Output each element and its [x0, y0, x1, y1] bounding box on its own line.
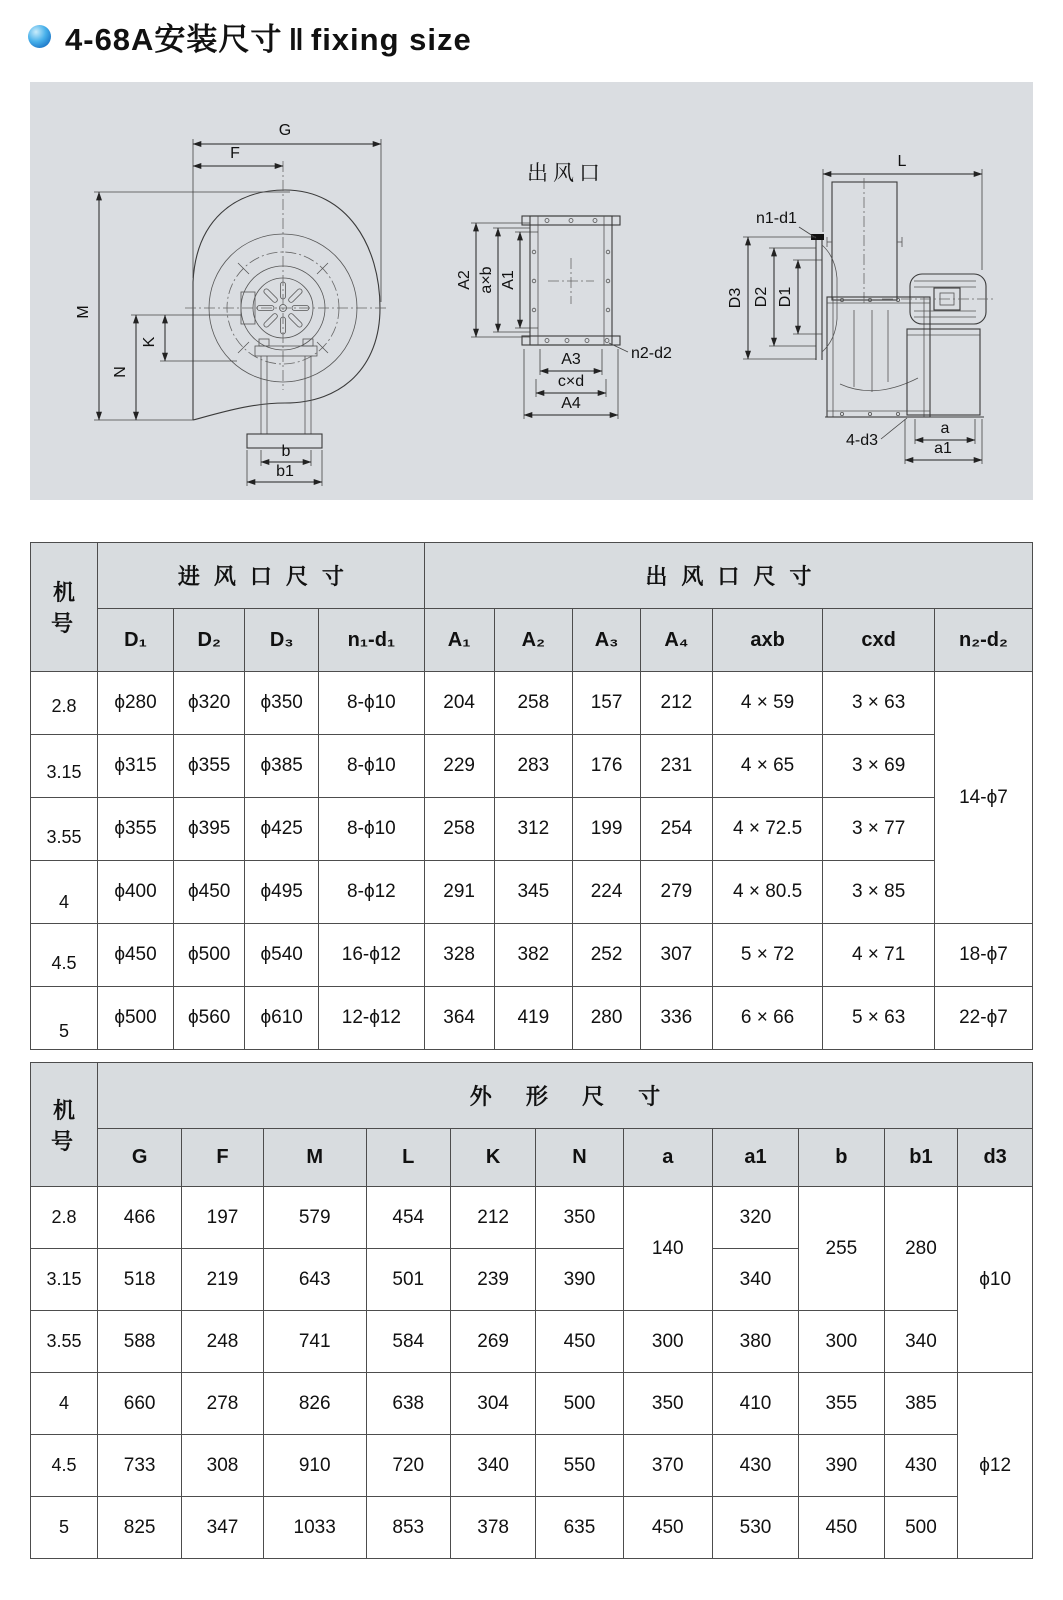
cell-f: 248 — [182, 1311, 263, 1373]
cell-a4: 279 — [641, 861, 713, 924]
inlet-outlet-size-table — [30, 542, 1033, 1050]
cell-a1: 380 — [712, 1311, 798, 1373]
model-number-header: 机 号 — [31, 543, 98, 672]
dim-label-axb: a×b — [478, 266, 495, 294]
dim-label-D3: D3 — [727, 287, 744, 309]
col-header-f: F — [182, 1129, 263, 1187]
dim-label-K: K — [141, 336, 158, 348]
cell-l: 454 — [366, 1187, 450, 1249]
cell-k: 378 — [450, 1497, 535, 1559]
cell-l: 720 — [366, 1435, 450, 1497]
cell-b1: 280 — [884, 1187, 958, 1311]
inlet-size-group-header: 进风口尺寸 — [97, 543, 424, 609]
cell-a: 370 — [623, 1435, 712, 1497]
table-row — [31, 861, 1033, 924]
cell-d2: ϕ320 — [174, 672, 245, 735]
dim-label-A4: A4 — [561, 395, 581, 412]
cell-d1: ϕ400 — [97, 861, 173, 924]
cell-a4: 336 — [641, 987, 713, 1050]
table-row — [31, 735, 1033, 798]
cell-axb: 6 × 66 — [712, 987, 823, 1050]
dim-label-F: F — [230, 145, 240, 162]
dim-label-G: G — [278, 122, 292, 139]
cell-cxd: 4 × 71 — [823, 924, 935, 987]
cell-axb: 4 × 65 — [712, 735, 823, 798]
dim-label-cxd: c×d — [557, 373, 585, 390]
side-view-drawing — [727, 153, 996, 464]
cell-g: 466 — [97, 1187, 181, 1249]
dim-label-D1: D1 — [777, 286, 794, 308]
dim-label-n1-d1: n1-d1 — [756, 210, 797, 227]
cell-model: 4.5 — [31, 924, 98, 987]
cell-g: 660 — [97, 1373, 181, 1435]
overall-size-table — [30, 1062, 1033, 1559]
cell-model: 3.55 — [31, 1311, 98, 1373]
dim-label-D2: D2 — [753, 286, 770, 308]
cell-a3: 280 — [573, 987, 641, 1050]
cell-d1: ϕ280 — [97, 672, 173, 735]
cell-a2: 382 — [494, 924, 573, 987]
col-header-n1d1: n₁-d₁ — [319, 609, 425, 672]
dim-label-A2: A2 — [456, 270, 473, 290]
cell-a1: 530 — [712, 1497, 798, 1559]
title-separator: ‖ — [288, 22, 305, 57]
col-header-n2d2: n₂-d₂ — [934, 609, 1032, 672]
cell-a2: 419 — [494, 987, 573, 1050]
cell-d3: ϕ385 — [245, 735, 319, 798]
cell-n2d2: 14-ϕ7 — [934, 672, 1032, 924]
dim-label-b1: b1 — [276, 463, 294, 480]
cell-cxd: 3 × 85 — [823, 861, 935, 924]
cell-n: 550 — [536, 1435, 623, 1497]
cell-model: 3.15 — [31, 735, 98, 798]
cell-d3: ϕ350 — [245, 672, 319, 735]
cell-model: 5 — [31, 1497, 98, 1559]
cell-n1d1: 8-ϕ10 — [319, 735, 425, 798]
cell-axb: 4 × 59 — [712, 672, 823, 735]
cell-f: 219 — [182, 1249, 263, 1311]
cell-d3: ϕ540 — [245, 924, 319, 987]
cell-a2: 345 — [494, 861, 573, 924]
cell-d1: ϕ355 — [97, 798, 173, 861]
cell-b: 390 — [799, 1435, 884, 1497]
cell-n1d1: 8-ϕ10 — [319, 798, 425, 861]
cell-k: 269 — [450, 1311, 535, 1373]
cell-a3: 176 — [573, 735, 641, 798]
cell-a4: 254 — [641, 798, 713, 861]
column-header-row — [31, 1129, 1033, 1187]
table-row — [31, 1187, 1033, 1249]
cell-model: 4 — [31, 861, 98, 924]
dim-label-M: M — [75, 305, 92, 319]
cell-d1: ϕ500 — [97, 987, 173, 1050]
cell-a3: 157 — [573, 672, 641, 735]
front-view-drawing — [75, 122, 388, 486]
table-row — [31, 1311, 1033, 1373]
diagram-panel — [30, 82, 1033, 500]
cell-k: 340 — [450, 1435, 535, 1497]
col-header-b1: b1 — [884, 1129, 958, 1187]
cell-a3: 224 — [573, 861, 641, 924]
dim-label-A3: A3 — [561, 351, 581, 368]
cell-a: 140 — [623, 1187, 712, 1311]
col-header-m: M — [263, 1129, 366, 1187]
page-title — [65, 14, 472, 59]
cell-l: 501 — [366, 1249, 450, 1311]
table-row — [31, 1497, 1033, 1559]
col-header-d3: D₃ — [245, 609, 319, 672]
title-zh: 4-68A安装尺寸 — [65, 22, 283, 57]
cell-d2: ϕ450 — [174, 861, 245, 924]
dim-label-4-d3: 4-d3 — [846, 432, 879, 449]
cell-a1: 364 — [424, 987, 494, 1050]
cell-a3: 252 — [573, 924, 641, 987]
col-header-a4: A₄ — [641, 609, 713, 672]
cell-m: 643 — [263, 1249, 366, 1311]
cell-a1: 320 — [712, 1187, 798, 1249]
cell-axb: 5 × 72 — [712, 924, 823, 987]
cell-n: 450 — [536, 1311, 623, 1373]
col-header-a1: A₁ — [424, 609, 494, 672]
outlet-size-group-header: 出风口尺寸 — [424, 543, 1032, 609]
col-header-a: a — [623, 1129, 712, 1187]
col-header-cxd: cxd — [823, 609, 935, 672]
cell-d3: ϕ12 — [958, 1373, 1033, 1559]
page-header — [28, 14, 472, 59]
cell-g: 588 — [97, 1311, 181, 1373]
title-en: fixing size — [310, 22, 472, 57]
col-header-a3: A₃ — [573, 609, 641, 672]
outlet-view-drawing — [456, 162, 672, 419]
cell-b1: 430 — [884, 1435, 958, 1497]
table-row — [31, 672, 1033, 735]
cell-b: 300 — [799, 1311, 884, 1373]
technical-drawing — [30, 82, 1033, 500]
cell-a4: 231 — [641, 735, 713, 798]
cell-b: 355 — [799, 1373, 884, 1435]
cell-d2: ϕ500 — [174, 924, 245, 987]
cell-b: 255 — [799, 1187, 884, 1311]
cell-f: 197 — [182, 1187, 263, 1249]
cell-n2d2: 18-ϕ7 — [934, 924, 1032, 987]
cell-d2: ϕ560 — [174, 987, 245, 1050]
cell-cxd: 5 × 63 — [823, 987, 935, 1050]
cell-cxd: 3 × 63 — [823, 672, 935, 735]
cell-l: 638 — [366, 1373, 450, 1435]
cell-d2: ϕ395 — [174, 798, 245, 861]
dim-label-A1: A1 — [500, 270, 517, 290]
cell-b1: 500 — [884, 1497, 958, 1559]
cell-g: 825 — [97, 1497, 181, 1559]
cell-b1: 340 — [884, 1311, 958, 1373]
col-header-a1: a1 — [712, 1129, 798, 1187]
dim-label-L: L — [897, 153, 907, 170]
col-header-a2: A₂ — [494, 609, 573, 672]
table-row — [31, 798, 1033, 861]
group-header-row — [31, 1063, 1033, 1129]
cell-model: 2.8 — [31, 672, 98, 735]
cell-n: 350 — [536, 1187, 623, 1249]
overall-size-group-header: 外 形 尺 寸 — [97, 1063, 1032, 1129]
model-number-header: 机 号 — [31, 1063, 98, 1187]
cell-n1d1: 12-ϕ12 — [319, 987, 425, 1050]
cell-m: 910 — [263, 1435, 366, 1497]
cell-a4: 307 — [641, 924, 713, 987]
cell-n1d1: 8-ϕ10 — [319, 672, 425, 735]
cell-a1: 328 — [424, 924, 494, 987]
cell-axb: 4 × 80.5 — [712, 861, 823, 924]
col-header-axb: axb — [712, 609, 823, 672]
cell-m: 579 — [263, 1187, 366, 1249]
cell-g: 733 — [97, 1435, 181, 1497]
cell-model: 4.5 — [31, 1435, 98, 1497]
cell-m: 826 — [263, 1373, 366, 1435]
cell-a1: 430 — [712, 1435, 798, 1497]
table-row — [31, 1435, 1033, 1497]
cell-n1d1: 16-ϕ12 — [319, 924, 425, 987]
cell-a1: 229 — [424, 735, 494, 798]
cell-a3: 199 — [573, 798, 641, 861]
col-header-g: G — [97, 1129, 181, 1187]
cell-a2: 258 — [494, 672, 573, 735]
cell-n1d1: 8-ϕ12 — [319, 861, 425, 924]
dim-label-a1: a1 — [934, 440, 952, 457]
column-header-row — [31, 609, 1033, 672]
cell-cxd: 3 × 69 — [823, 735, 935, 798]
blue-sphere-bullet-icon — [28, 25, 51, 48]
cell-model: 2.8 — [31, 1187, 98, 1249]
cell-a2: 283 — [494, 735, 573, 798]
cell-f: 347 — [182, 1497, 263, 1559]
outlet-view-title: 出风口 — [527, 162, 605, 185]
cell-cxd: 3 × 77 — [823, 798, 935, 861]
cell-b1: 385 — [884, 1373, 958, 1435]
dim-label-b: b — [281, 443, 291, 460]
dim-label-N: N — [112, 366, 129, 378]
cell-a1: 410 — [712, 1373, 798, 1435]
cell-model: 3.55 — [31, 798, 98, 861]
cell-a1: 340 — [712, 1249, 798, 1311]
cell-model: 5 — [31, 987, 98, 1050]
cell-d3: ϕ610 — [245, 987, 319, 1050]
col-header-b: b — [799, 1129, 884, 1187]
cell-a: 350 — [623, 1373, 712, 1435]
cell-n: 635 — [536, 1497, 623, 1559]
cell-d2: ϕ355 — [174, 735, 245, 798]
cell-g: 518 — [97, 1249, 181, 1311]
cell-a1: 204 — [424, 672, 494, 735]
col-header-n: N — [536, 1129, 623, 1187]
table-row — [31, 987, 1033, 1050]
cell-n: 500 — [536, 1373, 623, 1435]
cell-model: 4 — [31, 1373, 98, 1435]
col-header-d3: d3 — [958, 1129, 1033, 1187]
cell-m: 741 — [263, 1311, 366, 1373]
cell-f: 308 — [182, 1435, 263, 1497]
cell-k: 304 — [450, 1373, 535, 1435]
col-header-l: L — [366, 1129, 450, 1187]
cell-l: 853 — [366, 1497, 450, 1559]
table-row — [31, 1373, 1033, 1435]
cell-b: 450 — [799, 1497, 884, 1559]
cell-d3: ϕ425 — [245, 798, 319, 861]
cell-d3: ϕ10 — [958, 1187, 1033, 1373]
cell-a: 300 — [623, 1311, 712, 1373]
cell-f: 278 — [182, 1373, 263, 1435]
cell-a1: 291 — [424, 861, 494, 924]
cell-m: 1033 — [263, 1497, 366, 1559]
cell-n2d2: 22-ϕ7 — [934, 987, 1032, 1050]
cell-a2: 312 — [494, 798, 573, 861]
cell-n: 390 — [536, 1249, 623, 1311]
group-header-row — [31, 543, 1033, 609]
col-header-d1: D₁ — [97, 609, 173, 672]
cell-model: 3.15 — [31, 1249, 98, 1311]
cell-k: 239 — [450, 1249, 535, 1311]
cell-a: 450 — [623, 1497, 712, 1559]
col-header-k: K — [450, 1129, 535, 1187]
cell-k: 212 — [450, 1187, 535, 1249]
cell-l: 584 — [366, 1311, 450, 1373]
dim-label-a: a — [940, 420, 950, 437]
cell-d1: ϕ450 — [97, 924, 173, 987]
cell-a4: 212 — [641, 672, 713, 735]
col-header-d2: D₂ — [174, 609, 245, 672]
cell-d3: ϕ495 — [245, 861, 319, 924]
table-row — [31, 924, 1033, 987]
cell-a1: 258 — [424, 798, 494, 861]
dim-label-n2-d2: n2-d2 — [631, 345, 672, 362]
cell-axb: 4 × 72.5 — [712, 798, 823, 861]
cell-d1: ϕ315 — [97, 735, 173, 798]
